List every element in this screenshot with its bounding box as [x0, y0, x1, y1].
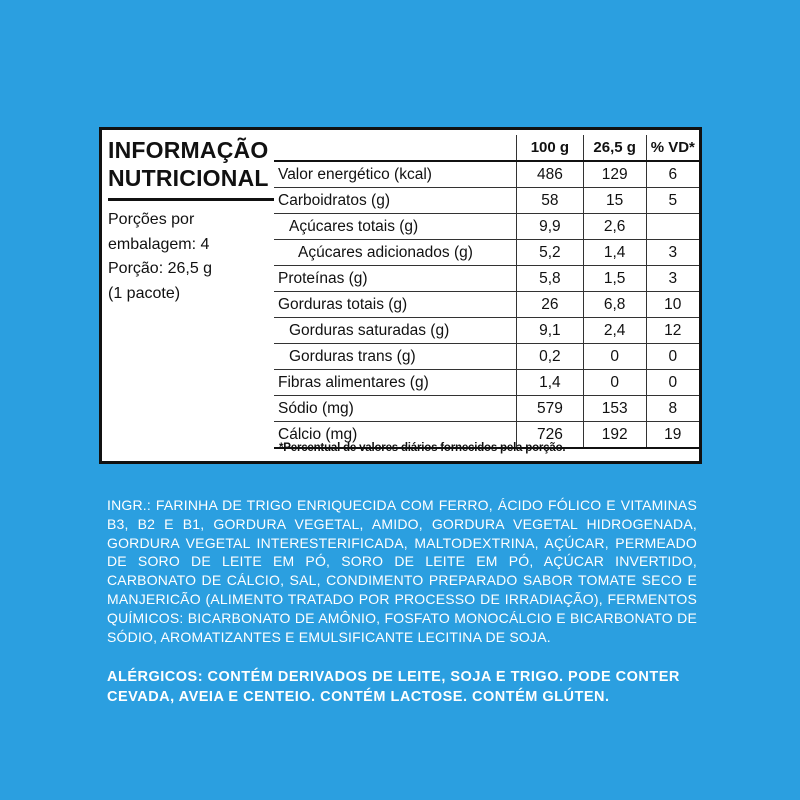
- value-daily: 0: [646, 370, 699, 396]
- value-per-100g: 9,1: [517, 318, 584, 344]
- value-daily: 6: [646, 161, 699, 188]
- portion-info: [108, 208, 273, 306]
- nutrition-row: [274, 214, 699, 240]
- nutrient-name: Açúcares totais (g): [274, 214, 517, 240]
- value-per-portion: 129: [583, 161, 646, 188]
- value-per-portion: 153: [583, 396, 646, 422]
- value-per-100g: 0,2: [517, 344, 584, 370]
- value-per-portion: 2,4: [583, 318, 646, 344]
- value-daily: 3: [646, 266, 699, 292]
- value-daily: 5: [646, 188, 699, 214]
- value-per-100g: 9,9: [517, 214, 584, 240]
- value-per-portion: 1,5: [583, 266, 646, 292]
- nutrition-row: [274, 188, 699, 214]
- value-daily: 12: [646, 318, 699, 344]
- value-per-100g: 726: [517, 422, 584, 449]
- nutrition-row: [274, 344, 699, 370]
- value-daily: 10: [646, 292, 699, 318]
- nutrition-row: [274, 266, 699, 292]
- value-per-100g: 486: [517, 161, 584, 188]
- value-per-portion: 2,6: [583, 214, 646, 240]
- nutrient-name: Gorduras totais (g): [274, 292, 517, 318]
- value-per-portion: 6,8: [583, 292, 646, 318]
- value-daily: 8: [646, 396, 699, 422]
- nutrient-name: Valor energético (kcal): [274, 161, 517, 188]
- ingredients-text: INGR.: FARINHA DE TRIGO ENRIQUECIDA COM FERRO, ÁCIDO FÓLICO E VITAMINAS B3, B2 E B1, GORDURA VEGETAL, AMIDO, GORDURA VEGETAL HIDROGENADA, GORDURA VEGETAL INTERESTERIFICADA, MALTODEXTRINA, AÇÚCAR, PERMEADO DE SORO DE LEITE EM PÓ, SORO DE LEITE EM PÓ, AÇÚCAR INVERTIDO, CARBONATO DE CÁLCIO, SAL, CONDIMENTO PREPARADO SABOR TOMATE SECO E MANJERICÃO (ALIMENTO TRATADO POR PROCESSO DE IRRADIAÇÃO), FERMENTOS QUÍMICOS: BICARBONATO DE AMÔNIO, FOSFATO MONOCÁLCIO E BICARBONATO DE SÓDIO, AROMATIZANTES E EMULSIFICANTE LECITINA DE SOJA.: [107, 497, 697, 645]
- nutrition-row: [274, 161, 699, 188]
- value-per-portion: 15: [583, 188, 646, 214]
- value-daily: 19: [646, 422, 699, 449]
- header-per-portion: 26,5 g: [583, 135, 646, 161]
- nutrient-name: Carboidratos (g): [274, 188, 517, 214]
- nutrition-row: [274, 292, 699, 318]
- value-per-portion: 1,4: [583, 240, 646, 266]
- value-per-100g: 5,8: [517, 266, 584, 292]
- allergens-text: ALÉRGICOS: CONTÉM DERIVADOS DE LEITE, SOJA E TRIGO. PODE CONTER CEVADA, AVEIA E CENTEIO. CONTÉM LACTOSE. CONTÉM GLÚTEN.: [107, 669, 680, 705]
- value-per-portion: 0: [583, 344, 646, 370]
- portions-line3: Porção: 26,5 g: [108, 260, 213, 277]
- nutrition-row: [274, 240, 699, 266]
- value-per-100g: 1,4: [517, 370, 584, 396]
- value-daily: [646, 214, 699, 240]
- nutrition-title-line2: NUTRICIONAL: [108, 165, 269, 191]
- nutrition-table-body: [274, 161, 699, 448]
- nutrition-facts-panel: [99, 127, 702, 464]
- nutrient-name: Açúcares adicionados (g): [274, 240, 517, 266]
- nutrient-name: Sódio (mg): [274, 396, 517, 422]
- nutrition-title-line1: INFORMAÇÃO: [108, 137, 269, 163]
- value-per-100g: 579: [517, 396, 584, 422]
- value-daily: 3: [646, 240, 699, 266]
- nutrient-name: Fibras alimentares (g): [274, 370, 517, 396]
- nutrition-header-row: [274, 135, 699, 161]
- nutrition-table: [274, 135, 699, 449]
- header-per-100g: 100 g: [517, 135, 584, 161]
- portions-line1: Porções por: [108, 211, 195, 228]
- header-nutrient: [274, 135, 517, 161]
- daily-value-footnote: *Percentual de valores diários fornecidos pela porção.: [279, 442, 566, 454]
- portions-line2: embalagem: 4: [108, 235, 210, 253]
- nutrient-name: Proteínas (g): [274, 266, 517, 292]
- nutrient-name: Gorduras trans (g): [274, 344, 517, 370]
- value-per-portion: 0: [583, 370, 646, 396]
- nutrition-row: [274, 370, 699, 396]
- nutrient-name: Gorduras saturadas (g): [274, 318, 517, 344]
- header-daily-value: % VD*: [646, 135, 699, 161]
- nutrition-row: [274, 396, 699, 422]
- nutrition-title: [108, 136, 274, 201]
- nutrition-row: [274, 318, 699, 344]
- nutrient-name: Cálcio (mg): [274, 422, 517, 449]
- portions-line4: (1 pacote): [108, 284, 181, 302]
- value-per-portion: 192: [583, 422, 646, 449]
- value-per-100g: 58: [517, 188, 584, 214]
- value-daily: 0: [646, 344, 699, 370]
- value-per-100g: 26: [517, 292, 584, 318]
- value-per-100g: 5,2: [517, 240, 584, 266]
